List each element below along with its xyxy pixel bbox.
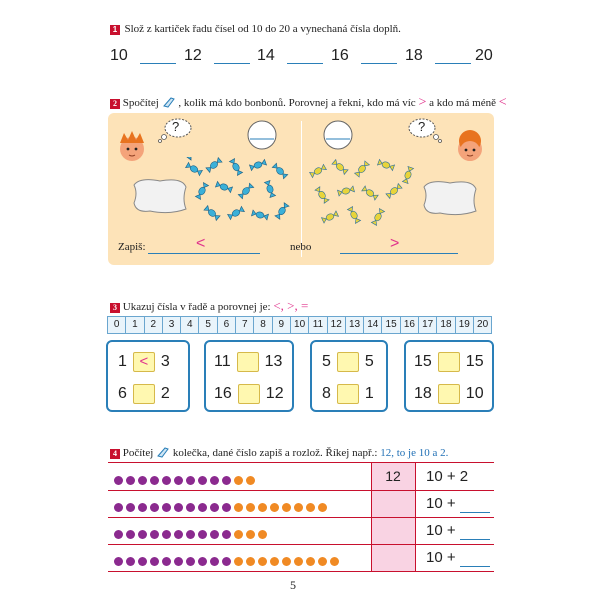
compare-left: 8 xyxy=(322,385,331,402)
orange-dot xyxy=(270,503,279,512)
purple-dot xyxy=(186,503,195,512)
yellow-candies xyxy=(308,157,420,233)
counting-table xyxy=(108,462,494,571)
orange-dot xyxy=(234,476,243,485)
page-number: 5 xyxy=(290,578,296,592)
compare-box xyxy=(106,340,190,412)
answer-blank[interactable] xyxy=(460,549,490,567)
compare-right: 2 xyxy=(160,385,170,402)
boy-face-icon xyxy=(114,127,150,167)
task4-header xyxy=(110,446,448,459)
number-line-cell: 19 xyxy=(455,316,474,334)
seq-blank[interactable] xyxy=(435,63,471,64)
compare-left: 5 xyxy=(322,353,331,370)
dot-group xyxy=(114,472,258,490)
purple-dot xyxy=(162,503,171,512)
seq-number: 14 xyxy=(257,47,275,64)
decomposition-text: 10 + xyxy=(426,549,456,566)
purple-dot xyxy=(150,476,159,485)
number-line-cell: 18 xyxy=(436,316,455,334)
number-line-cell: 10 xyxy=(290,316,309,334)
answer-blank[interactable] xyxy=(460,495,490,513)
number-line-cell: 3 xyxy=(162,316,181,334)
purple-dot xyxy=(222,503,231,512)
decomposition-text: 10 + xyxy=(426,495,456,512)
seq-blank[interactable] xyxy=(214,63,250,64)
comparison-signs: <, >, = xyxy=(273,298,309,313)
purple-dot xyxy=(222,530,231,539)
compare-box xyxy=(310,340,388,412)
answer-line-right[interactable] xyxy=(340,253,458,254)
purple-dot xyxy=(162,557,171,566)
finger-icon xyxy=(162,96,176,108)
decomposition-text: 10 + xyxy=(426,522,456,539)
number-line-cell: 2 xyxy=(144,316,163,334)
compare-box xyxy=(404,340,494,412)
orange-dot xyxy=(246,476,255,485)
purple-dot xyxy=(210,503,219,512)
compare-right: 15 xyxy=(465,353,484,370)
pillow-icon xyxy=(130,173,190,217)
seq-blank[interactable] xyxy=(140,63,176,64)
number-line-cell: 4 xyxy=(180,316,199,334)
number-line-cell: 13 xyxy=(345,316,364,334)
purple-dot xyxy=(174,530,183,539)
task2-instruction-a: Spočítej xyxy=(122,97,159,109)
number-line-cell: 20 xyxy=(473,316,492,334)
purple-dot xyxy=(222,557,231,566)
seq-number: 10 xyxy=(110,47,128,64)
compare-left: 18 xyxy=(414,385,432,402)
purple-dot xyxy=(138,557,147,566)
bubble-question: ? xyxy=(418,119,426,134)
count-circle[interactable] xyxy=(246,119,278,151)
decomposition-text: 10 + 2 xyxy=(426,468,469,485)
compare-right: 1 xyxy=(364,385,374,402)
purple-dot xyxy=(114,530,123,539)
compare-right: 12 xyxy=(265,385,284,402)
decomposition xyxy=(426,468,468,485)
purple-dot xyxy=(186,557,195,566)
purple-dot xyxy=(186,476,195,485)
number-line xyxy=(108,316,492,334)
purple-dot xyxy=(174,557,183,566)
orange-dot xyxy=(258,557,267,566)
compare-left: 16 xyxy=(214,385,232,402)
panel-divider xyxy=(301,121,302,257)
number-line-cell: 11 xyxy=(308,316,327,334)
task3-header xyxy=(110,298,308,314)
seq-blank[interactable] xyxy=(287,63,323,64)
compare-answer-box[interactable] xyxy=(133,384,155,404)
purple-dot xyxy=(138,530,147,539)
answer-blank[interactable] xyxy=(460,522,490,540)
purple-dot xyxy=(210,530,219,539)
row-number[interactable]: 12 xyxy=(385,468,401,484)
purple-dot xyxy=(126,476,135,485)
candy-panel xyxy=(108,113,494,265)
compare-answer-box[interactable] xyxy=(337,384,359,404)
purple-dot xyxy=(114,476,123,485)
pillow-icon xyxy=(420,175,480,219)
orange-dot xyxy=(306,503,315,512)
task2-number: 2 xyxy=(110,99,120,109)
compare-left: 15 xyxy=(414,353,432,370)
table-row xyxy=(108,463,494,491)
orange-dot xyxy=(246,503,255,512)
compare-answer-box[interactable]: < xyxy=(133,352,155,372)
orange-dot xyxy=(234,557,243,566)
zapis-label: Zapiš: xyxy=(118,241,146,253)
compare-answer-box[interactable] xyxy=(238,384,260,404)
purple-dot xyxy=(174,503,183,512)
less-sign: < xyxy=(498,95,507,110)
purple-dot xyxy=(162,476,171,485)
number-line-cell: 1 xyxy=(125,316,144,334)
task2-instruction-b: , kolik má kdo bonbonů. Porovnej a řekni, kdo má víc xyxy=(178,97,416,109)
number-line-cell: 14 xyxy=(363,316,382,334)
number-line-cell: 7 xyxy=(235,316,254,334)
number-line-cell: 15 xyxy=(381,316,400,334)
number-line-cell: 12 xyxy=(327,316,346,334)
seq-number: 18 xyxy=(405,47,423,64)
purple-dot xyxy=(162,530,171,539)
purple-dot xyxy=(114,503,123,512)
purple-dot xyxy=(222,476,231,485)
purple-dot xyxy=(138,503,147,512)
orange-dot xyxy=(246,557,255,566)
purple-dot xyxy=(210,557,219,566)
orange-dot xyxy=(306,557,315,566)
task1-header xyxy=(110,19,401,37)
task3-number: 3 xyxy=(110,303,120,313)
purple-dot xyxy=(186,530,195,539)
count-circle[interactable] xyxy=(322,119,354,151)
decomposition xyxy=(426,522,490,540)
orange-dot xyxy=(234,530,243,539)
compare-right: 13 xyxy=(264,353,283,370)
compare-answer-box[interactable] xyxy=(438,352,460,372)
orange-dot xyxy=(294,503,303,512)
task1-instruction: Slož z kartiček řadu čísel od 10 do 20 a vynechaná čísla doplň. xyxy=(124,23,401,35)
seq-number: 12 xyxy=(184,47,202,64)
purple-dot xyxy=(198,557,207,566)
purple-dot xyxy=(114,557,123,566)
dot-group xyxy=(114,553,342,571)
purple-dot xyxy=(210,476,219,485)
dot-group xyxy=(114,526,270,544)
compare-right: 10 xyxy=(465,385,484,402)
compare-right: 3 xyxy=(160,353,170,370)
compare-right: 5 xyxy=(364,353,374,370)
task4-instruction-b: kolečka, dané číslo zapiš a rozlož. Říkej např.: xyxy=(172,447,378,459)
orange-dot xyxy=(270,557,279,566)
purple-dot xyxy=(126,503,135,512)
blue-candies xyxy=(184,157,294,233)
nebo-label: nebo xyxy=(290,241,312,253)
decomposition xyxy=(426,549,490,567)
purple-dot xyxy=(126,530,135,539)
orange-dot xyxy=(294,557,303,566)
compare-left: 1 xyxy=(118,353,127,370)
compare-left: 6 xyxy=(118,385,127,402)
orange-dot xyxy=(258,530,267,539)
seq-number: 20 xyxy=(475,47,493,64)
table-row xyxy=(108,544,494,572)
answer-line-left[interactable] xyxy=(148,253,260,254)
compare-left: 11 xyxy=(214,353,231,370)
purple-dot xyxy=(198,503,207,512)
greater-sign: > xyxy=(418,95,427,110)
number-line-cell: 9 xyxy=(272,316,291,334)
purple-dot xyxy=(126,557,135,566)
orange-dot xyxy=(282,503,291,512)
purple-dot xyxy=(198,530,207,539)
orange-dot xyxy=(330,557,339,566)
table-row xyxy=(108,517,494,545)
number-sequence xyxy=(110,47,495,69)
bubble-question: ? xyxy=(172,119,180,134)
orange-dot xyxy=(318,503,327,512)
number-line-cell: 0 xyxy=(107,316,126,334)
finger-icon xyxy=(156,446,170,458)
task3-instruction: Ukazuj čísla v řadě a porovnej je: xyxy=(122,301,271,313)
task4-instruction-a: Počítej xyxy=(122,447,154,459)
number-line-cell: 16 xyxy=(400,316,419,334)
purple-dot xyxy=(150,530,159,539)
orange-dot xyxy=(318,557,327,566)
decomposition xyxy=(426,495,490,513)
orange-dot xyxy=(234,503,243,512)
purple-dot xyxy=(174,476,183,485)
orange-dot xyxy=(246,530,255,539)
task4-number: 4 xyxy=(110,449,120,459)
less-sign: < xyxy=(196,235,206,252)
table-row xyxy=(108,490,494,518)
compare-box xyxy=(204,340,294,412)
task2-header xyxy=(110,95,507,111)
purple-dot xyxy=(150,557,159,566)
number-line-cell: 5 xyxy=(198,316,217,334)
compare-answer-box[interactable] xyxy=(438,384,460,404)
purple-dot xyxy=(150,503,159,512)
orange-dot xyxy=(282,557,291,566)
purple-dot xyxy=(138,476,147,485)
compare-answer-box[interactable] xyxy=(237,352,259,372)
orange-dot xyxy=(258,503,267,512)
task1-number: 1 xyxy=(110,25,120,35)
seq-blank[interactable] xyxy=(361,63,397,64)
greater-sign: > xyxy=(390,235,400,252)
task4-example: 12, to je 10 a 2. xyxy=(380,447,449,459)
purple-dot xyxy=(198,476,207,485)
dot-group xyxy=(114,499,330,517)
task2-instruction-c: a kdo má méně xyxy=(429,97,497,109)
number-line-cell: 17 xyxy=(418,316,437,334)
candy-group xyxy=(186,158,289,221)
seq-number: 16 xyxy=(331,47,349,64)
number-line-cell: 8 xyxy=(253,316,272,334)
girl-face-icon xyxy=(452,127,488,167)
number-line-cell: 6 xyxy=(217,316,236,334)
compare-answer-box[interactable] xyxy=(337,352,359,372)
